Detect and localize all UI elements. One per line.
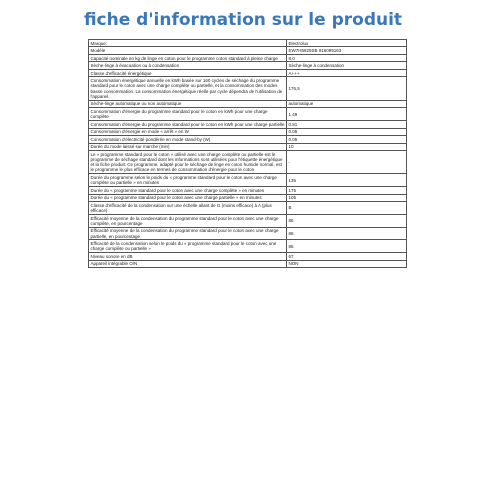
row-value: 86 [287,214,407,227]
table-row [89,240,407,253]
table-row [89,128,407,135]
row-value: automatique [287,100,407,107]
row-value: - [287,151,407,174]
product-info-table [88,39,407,268]
table-row [89,151,407,174]
row-label: Durée du mode laissé sur marche (min) [89,143,287,150]
row-label: Durée du « programme standard pour le coton avec une charge complète » en minutes [89,187,287,194]
row-value: Electrolux [287,40,407,47]
table-row [89,108,407,121]
row-label: Consommation énergétique annuelle en kWh basée sur 160 cycles de séchage du programme standard pour le coton avec une charge complète ou partielle, et la consommation des modes basse consommation. La consommation énergétique réelle par cycle dépendra de l'utilisation de l'appareil. [89,77,287,100]
row-value: 86 [287,240,407,253]
table-row [89,194,407,201]
table-row [89,174,407,187]
row-value: 0.05 [287,136,407,143]
row-value: 86 [287,227,407,240]
table-row [89,77,407,100]
table-row [89,136,407,143]
row-label: Sèche-linge à évacuation ou à condensation [89,62,287,69]
row-value: 135 [287,174,407,187]
row-value: 175 [287,187,407,194]
table-row [89,187,407,194]
row-value: Sèche-linge à condensation [287,62,407,69]
row-label: Consommation d'électricité pondérée en mode stand-by (W) [89,136,287,143]
row-label: Marque: [89,40,287,47]
table-row [89,227,407,240]
product-info-rows [89,40,407,268]
row-value: 176,5 [287,77,407,100]
row-value: 8,0 [287,54,407,61]
row-value: 67 [287,253,407,260]
row-label: Capacité nominale en kg de linge en coton pour le programme coton standard à pleine charge [89,54,287,61]
table-row [89,143,407,150]
row-label: Efficacité moyenne de la condensation du programme standard pour le coton avec une charge partielle, en pourcentage [89,227,287,240]
row-value: 0.81 [287,121,407,128]
row-label: Niveau sonore en dB [89,253,287,260]
row-label: Sèche-linge automatique ou non automatique [89,100,287,107]
table-row [89,62,407,69]
row-label: Durée du « programme standard pour le coton avec une charge partielle » en minutes [89,194,287,201]
table-row [89,69,407,76]
row-value: EW7H5829SB 916099163 [287,47,407,54]
row-label: Classe d'efficacité énergétique [89,69,287,76]
row-value: 10 [287,143,407,150]
row-label: Efficacité de la condensation selon le poids du « programme standard pour le coton avec une charge complète ou partielle » [89,240,287,253]
row-label: Consommation d'énergie en mode « arrêt » en W [89,128,287,135]
row-label: Durée du programme selon le poids du « programme standard pour le coton avec une charge complète ou partielle » en minutes [89,174,287,187]
table-row [89,54,407,61]
table-row [89,253,407,260]
row-value: NON [287,260,407,267]
row-label: Appareil intégrable O/N [89,260,287,267]
row-value: 1.49 [287,108,407,121]
row-label: Classe d'efficacité de la condensation sur une échelle allant de G (moins efficace) à A (plus efficace) [89,202,287,215]
row-value: 105 [287,194,407,201]
table-row [89,100,407,107]
row-value: 0.05 [287,128,407,135]
row-label: Consommation d'énergie du programme standard pour le coton en kWh pour une charge complète [89,108,287,121]
table-row [89,202,407,215]
table-row [89,47,407,54]
row-label: Consommation d'énergie du programme standard pour le coton en kWh pour une charge partielle [89,121,287,128]
table-row [89,214,407,227]
row-value: B [287,202,407,215]
row-label: Efficacité moyenne de la condensation du programme standard pour le coton avec une charge complète, en pourcentage [89,214,287,227]
row-value: A+++ [287,69,407,76]
table-row [89,260,407,267]
row-label: Le « programme standard pour le coton » utilisé avec une charge complète ou partielle est le programme de séchage standard dont les informations sont utilisées pour l'étiquette énergétique et la fiche produit. Ce programme, adapté pour le séchage de linge en coton humide normal, est le programme le plus efficace en termes de consommation d'énergie pour le coton [89,151,287,174]
row-label: Modèle [89,47,287,54]
table-row [89,121,407,128]
table-row [89,40,407,47]
document-title: fiche d'information sur le produit [83,10,403,30]
